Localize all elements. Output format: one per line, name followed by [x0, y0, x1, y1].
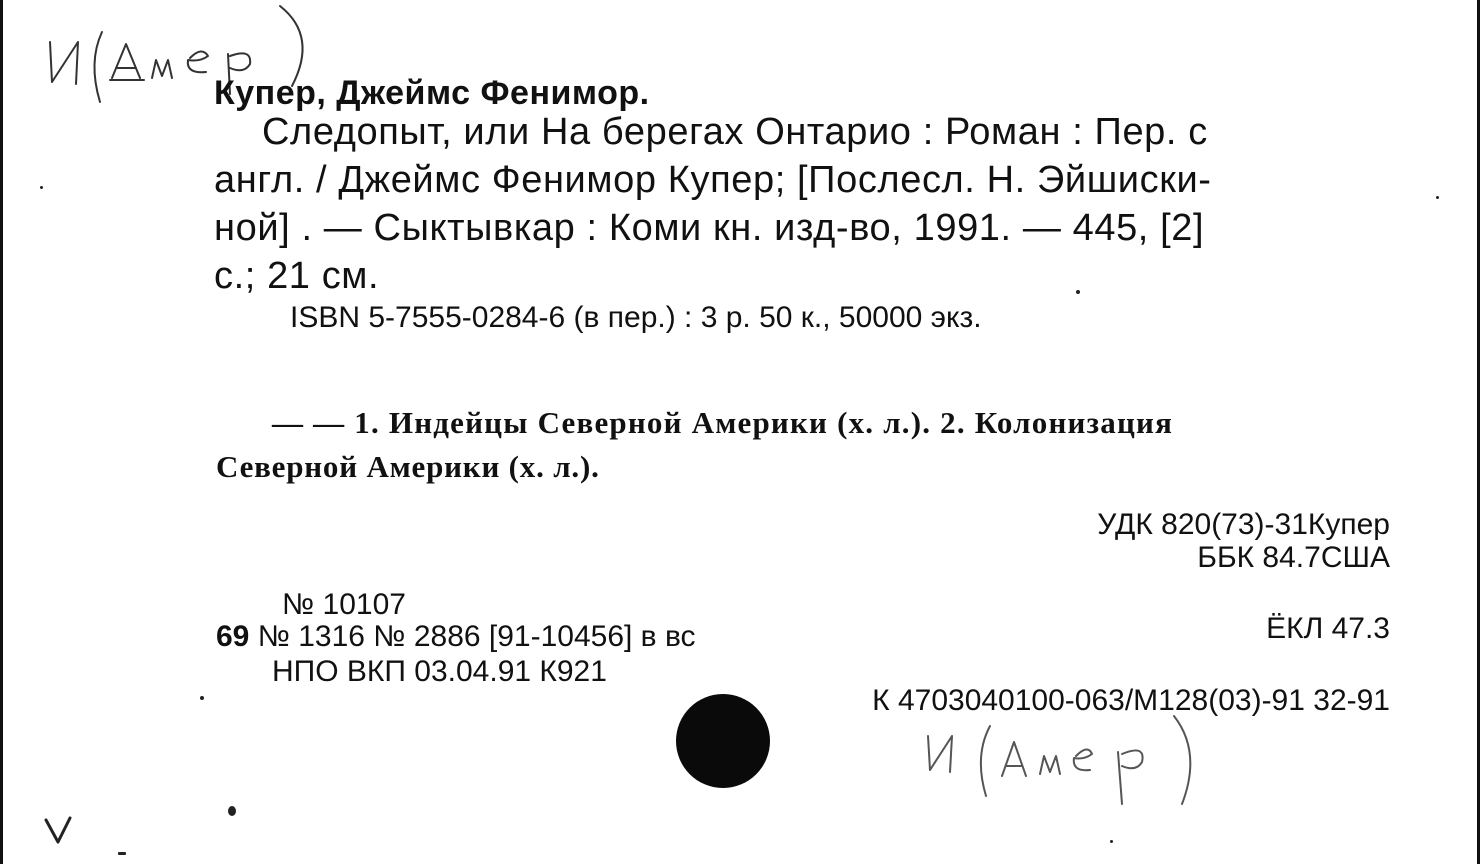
registration-prefix: 69	[216, 620, 250, 653]
author-heading: Купер, Джеймс Фенимор.	[214, 74, 650, 112]
ekl-code: ЁКЛ 47.3	[1266, 612, 1390, 645]
udk-classification: УДК 820(73)-31Купер	[1097, 508, 1390, 541]
subject-headings-line-1: — — 1. Индейцы Северной Америки (х. л.). 2. Колонизация	[272, 405, 1174, 440]
speck	[200, 696, 204, 700]
checkmark-icon	[40, 812, 80, 852]
handwritten-annotation-bottom	[920, 712, 1210, 812]
description-line-4: с.; 21 см.	[214, 255, 380, 297]
card-left-edge	[0, 0, 3, 864]
description-line-2: англ. / Джеймс Фенимор Купер; [Послесл. Н. Эйшиски-	[214, 159, 1212, 201]
speck	[228, 806, 236, 816]
k-code-line: К 4703040100-063/М128(03)-91 32-91	[872, 684, 1390, 717]
npo-line: НПО ВКП 03.04.91 К921	[272, 655, 607, 688]
speck	[1110, 840, 1113, 843]
registration-numbers: № 1316 № 2886 [91-10456] в вс	[249, 620, 696, 653]
description-line-3: ной] . — Сыктывкар : Коми кн. изд-во, 1991. — 445, [2]	[214, 207, 1205, 249]
speck	[1076, 290, 1080, 294]
speck	[40, 186, 43, 189]
order-number: № 10107	[282, 588, 406, 621]
bbk-classification: ББК 84.7США	[1197, 541, 1390, 574]
registration-line	[216, 622, 696, 652]
isbn-line: ISBN 5-7555-0284-6 (в пер.) : 3 р. 50 к., 50000 экз.	[290, 301, 982, 334]
speck	[118, 852, 126, 855]
subject-headings-line-2: Северной Америки (х. л.).	[216, 449, 600, 484]
description-line-1: Следопыт, или На берегах Онтарио : Роман : Пер. с	[262, 111, 1208, 153]
speck	[1436, 196, 1439, 199]
card-punch-hole	[676, 694, 770, 788]
